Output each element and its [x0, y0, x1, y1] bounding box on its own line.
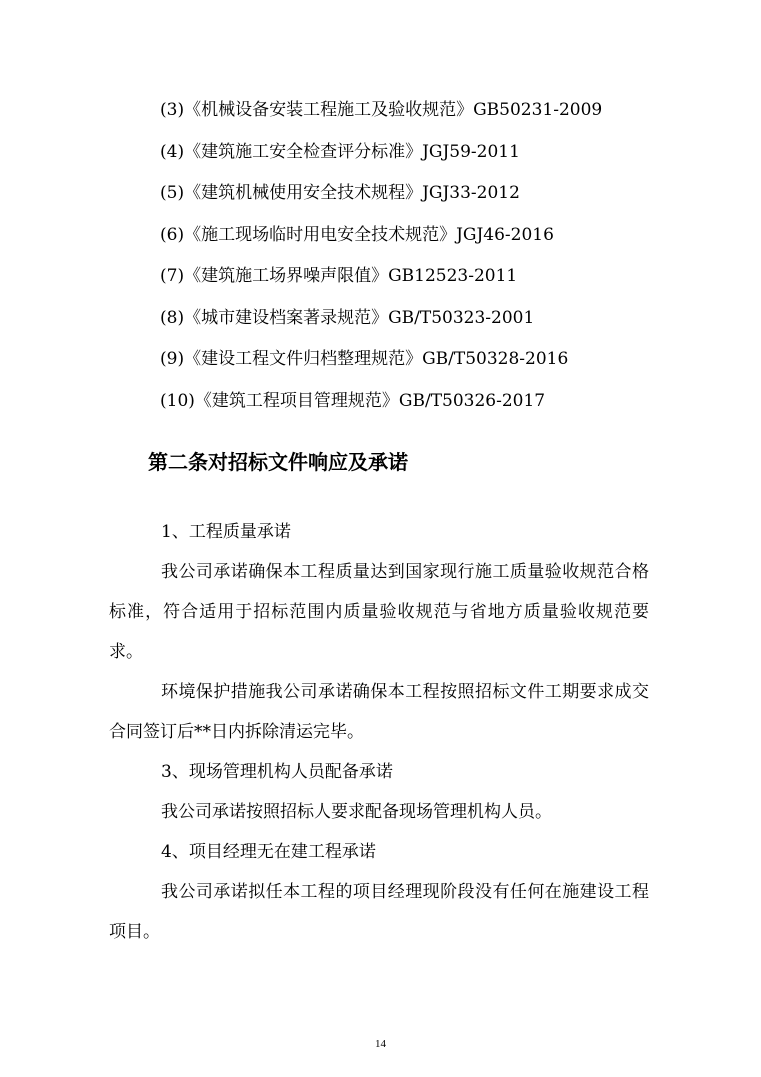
paragraph-quality-text: 我公司承诺确保本工程质量达到国家现行施工质量验收规范合格标准，符合适用于招标范围内质量验收规范与省地方质量验收规范要求。 — [109, 562, 649, 662]
standard-item: (10)《建筑工程项目管理规范》GB/T50326-2017 — [160, 390, 546, 411]
paragraph-staffing-title: 3、现场管理机构人员配备承诺 — [161, 762, 393, 782]
paragraph-environment-text: 环境保护措施我公司承诺确保本工程按照招标文件工期要求成交合同签订后**日内拆除清运完毕。 — [109, 682, 649, 742]
standard-item: (6)《施工现场临时用电安全技术规范》JGJ46-2016 — [160, 224, 554, 245]
section-body — [109, 512, 649, 952]
standard-item: (4)《建筑施工安全检查评分标准》JGJ59-2011 — [160, 141, 520, 162]
paragraph-quality-title: 1、工程质量承诺 — [161, 522, 291, 542]
paragraph-manager-text: 我公司承诺拟任本工程的项目经理现阶段没有任何在施建设工程项目。 — [109, 882, 649, 942]
standard-item: (7)《建筑施工场界噪声限值》GB12523-2011 — [160, 266, 518, 286]
section-heading: 第二条对招标文件响应及承诺 — [148, 450, 408, 474]
paragraph-staffing-text: 我公司承诺按照招标人要求配备现场管理机构人员。 — [161, 802, 552, 822]
standard-item: (5)《建筑机械使用安全技术规程》JGJ33-2012 — [160, 183, 520, 203]
standard-item: (9)《建设工程文件归档整理规范》GB/T50328-2016 — [160, 349, 569, 369]
page-number: 14 — [375, 1038, 386, 1050]
paragraph-manager-title: 4、项目经理无在建工程承诺 — [161, 842, 376, 862]
standard-item: (8)《城市建设档案著录规范》GB/T50323-2001 — [160, 307, 535, 328]
standards-list — [160, 96, 720, 428]
standard-item: (3)《机械设备安装工程施工及验收规范》GB50231-2009 — [160, 100, 603, 120]
